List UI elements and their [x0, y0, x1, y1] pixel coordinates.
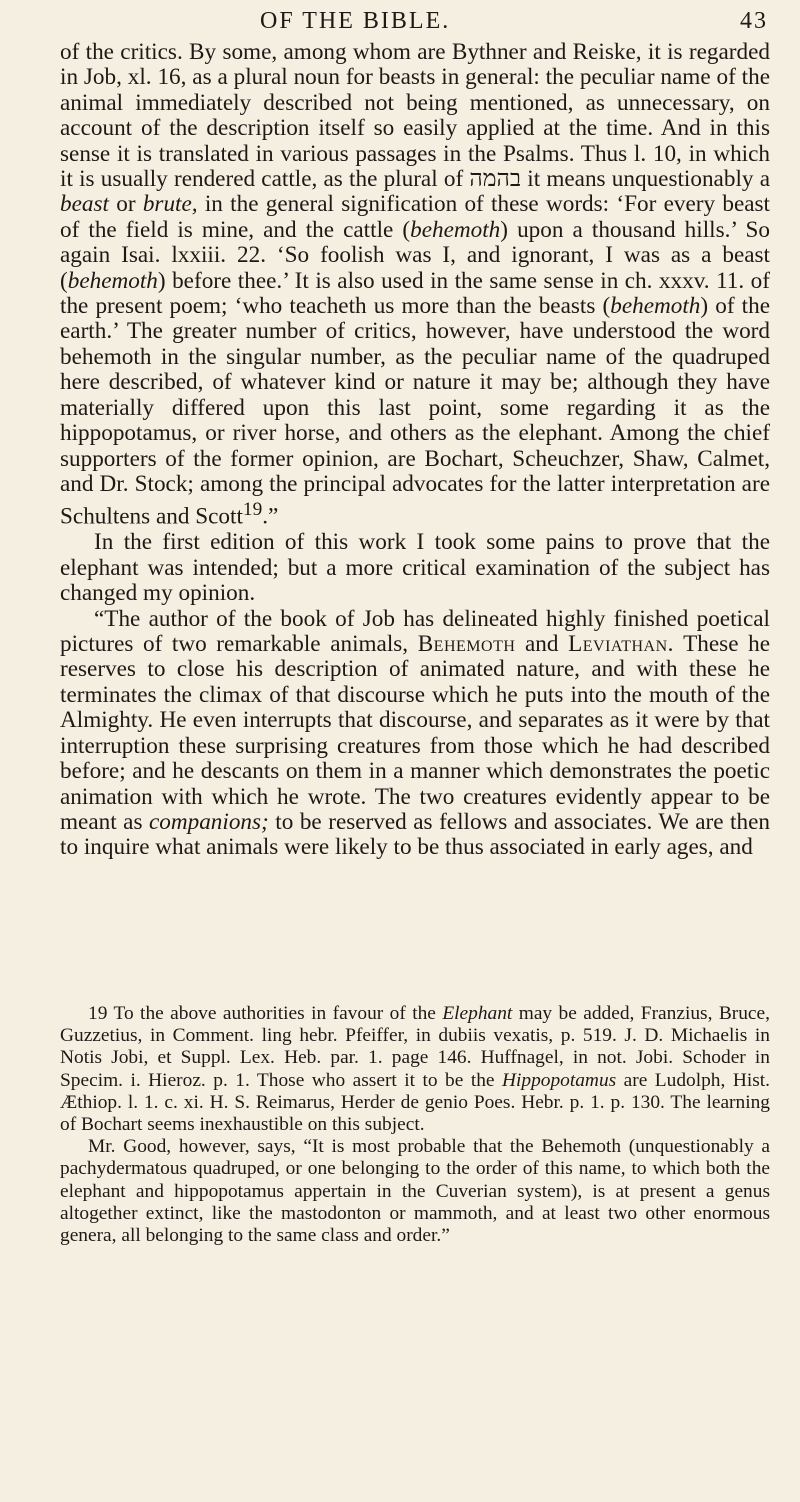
italic-run: Elephant [442, 1003, 513, 1024]
italic-run: brute, [142, 191, 198, 218]
running-title: OF THE BIBLE. [260, 8, 451, 34]
text-run: ) upon a thousand hills.’ So again Isai. lxxiii. 22. ‘So foolish was I, and ignorant, I was as a beast ( [60, 216, 770, 294]
text-run: in the general signification of these words: ‘For every beast of the field is mine, and the cattle ( [60, 191, 770, 243]
italic-run: behemoth [67, 267, 158, 294]
main-text [60, 40, 770, 861]
paragraph-2: In the first edition of this work I took some pains to prove that the elephant was intended; but a more critical examination of the subject has changed my opinion. [60, 529, 770, 607]
page-number: 43 [740, 8, 768, 34]
small-caps-run: Behemoth [417, 631, 516, 658]
text-run: ) of the earth.’ The greater number of critics, however, have understood the word behemoth in the singular number, as the peculiar name of the quadruped here described, of whatever kind or nature it may be; although they have materially differed upon this last point, some regarding it as the hippopotamus, or river horse, and others as the elephant. Among the chief supporters of the former opinion, are Bochart, Scheuchzer, Shaw, Calmet, and Dr. Stock; among the principal advocates for the latter interpretation are Schultens and Scott [60, 293, 770, 531]
text-run: or [108, 191, 143, 218]
text-run: These he reserves to close his description of animated nature, and with these he terminates the climax of that discourse which he puts into the mouth of the Almighty. He even interrupts that discourse, and separates as it were by that interruption these surprising creatures from those which he had described before; and he descants on them in a manner which demonstrates the poetic animation with which he wrote. The two creatures evidently appear to be meant as [60, 631, 770, 835]
text-run: .” [262, 504, 279, 531]
text-run: ) before thee.’ It is also used in the same sense in ch. xxxv. 11. of the present poem; ‘who teacheth us more than the beasts ( [60, 267, 770, 320]
footnotes [60, 1003, 770, 1247]
italic-run: behemoth [610, 293, 701, 320]
paragraph-3 [60, 607, 770, 861]
footnote-marker: 19 [242, 499, 263, 521]
italic-run: behemoth [410, 216, 501, 243]
footnote-19 [60, 1003, 770, 1136]
italic-run: beast [60, 191, 109, 218]
small-caps-run: Leviathan. [568, 631, 674, 658]
running-head [60, 6, 768, 40]
text-run: to be reserved as fellows and associates. We are then to inquire what animals were likely to be thus associated in early ages, and [60, 808, 770, 861]
footnote-continuation: Mr. Good, however, says, “It is most probable that the Behemoth (unquestionably a pachydermatous quadruped, or one belonging to the order of this name, to which both the elephant and hippopotamus appertain in the Cuverian system), is at present a genus altogether extinct, like the mastodonton or mammoth, and at least two other enormous genera, all belonging to the same class and order.” [60, 1136, 770, 1247]
paragraph-1 [60, 40, 770, 530]
text-run: of the critics. By some, among whom are Bythner and Reiske, it is regarded in Job, xl. 16, as a plural noun for beasts in general: the peculiar name of the animal immediately described not being mentioned, as unnecessary, on account of the description itself so easily applied at the time. And in this sense it is translated in various passages in the Psalms. Thus l. 10, in which it is usually rendered cattle, as the plural of בהמה it means unquestionably a [60, 39, 770, 193]
text-run: “The author of the book of Job has delineated highly finished poetical pictures of two remarkable animals, [60, 605, 770, 658]
text-run: 19 To the above authorities in favour of the [88, 1003, 443, 1024]
text-run: are Ludolph, Hist. Æthiop. l. 1. c. xi. H. S. Reimarus, Herder de genio Poes. Hebr. p. 1. p. 130. The learning of Bochart seems inexhaustible on this subject. [60, 1069, 770, 1136]
text-run: and [515, 631, 569, 658]
text-run: may be added, Franzius, Bruce, Guzzetius, in Comment. ling hebr. Pfeiffer, in dubiis vexatis, p. 519. J. D. Michaelis in Notis Jobi, et Suppl. Lex. Heb. par. 1. page 146. Huffnagel, in not. Jobi. Schoder in Specim. i. Hieroz. p. 1. Those who assert it to be the [60, 1003, 770, 1091]
italic-run: companions; [148, 808, 269, 835]
italic-run: Hippopotamus [501, 1069, 617, 1091]
